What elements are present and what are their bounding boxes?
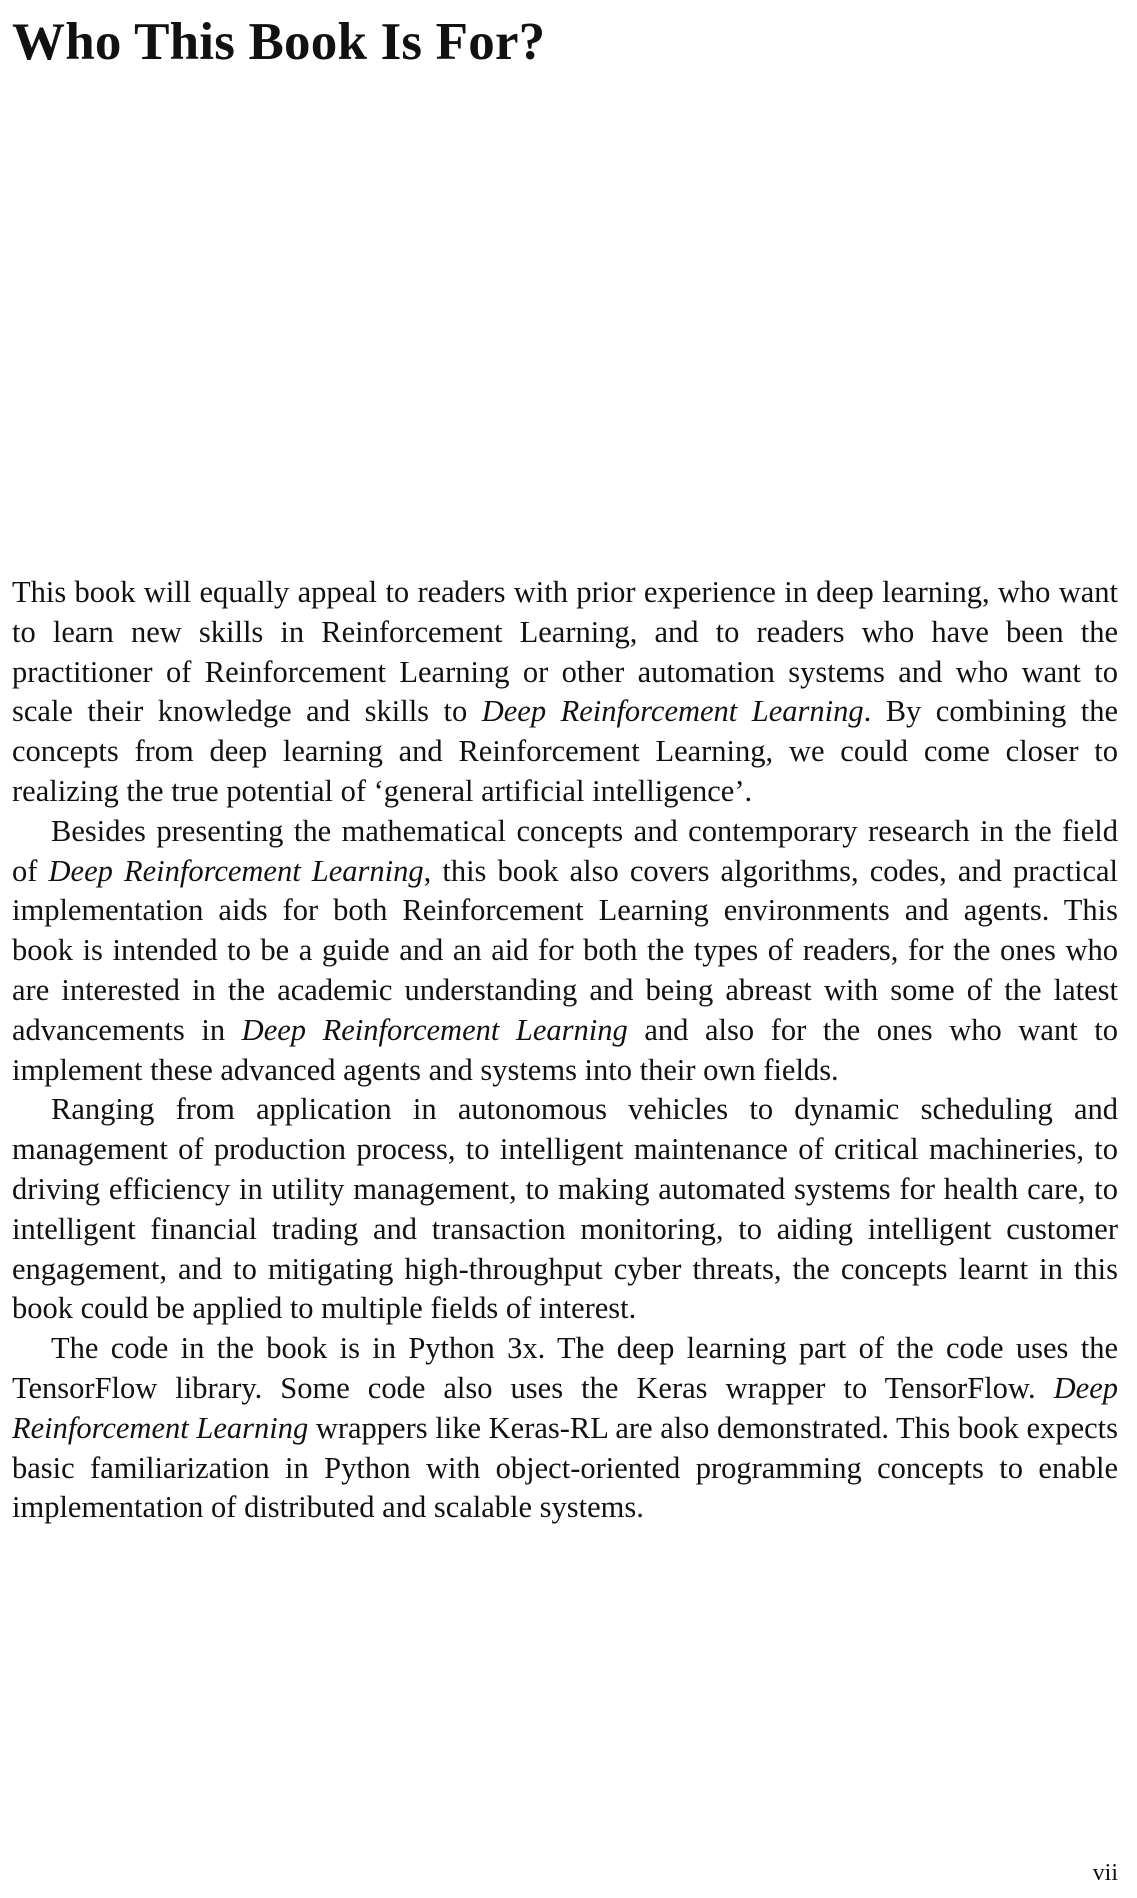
text-run: and also for the ones who want to implement these advanced agents and systems into their own fields. xyxy=(12,1012,1118,1087)
page-title: Who This Book Is For? xyxy=(12,13,546,71)
body-text xyxy=(12,573,1118,1528)
text-run: wrappers like Keras-RL are also demonstrated. This book expects basic familiarization in Python with object-oriented programming concepts to enable implementation of distributed and scalable systems. xyxy=(12,1410,1118,1525)
paragraph-1 xyxy=(12,573,1118,812)
italic-run: Deep Reinforcement Learning xyxy=(48,853,424,888)
text-run: Besides presenting the mathematical concepts and contemporary research in the field of xyxy=(12,813,1118,888)
page-number: vii xyxy=(1092,1860,1118,1886)
text-run: . By combining the concepts from deep learning and Reinforcement Learning, we could come closer to realizing the true potential of ‘general artificial intelligence’. xyxy=(12,694,1118,808)
italic-run: Deep Reinforcement Learning xyxy=(12,1370,1118,1445)
text-run: Ranging from application in autonomous vehicles to dynamic scheduling and management of production process, to intelligent maintenance of critical machineries, to driving efficiency in utility management, to making automated systems for health care, to intelligent financial trading and transaction monitoring, to aiding intelligent customer engagement, and to mitigating high-throughput cyber threats, the concepts learnt in this book could be applied to multiple fields of interest. xyxy=(12,1092,1118,1326)
paragraph-3 xyxy=(12,1090,1118,1329)
italic-run: Deep Reinforcement Learning xyxy=(481,694,864,729)
text-run: The code in the book is in Python 3x. The deep learning part of the code uses the TensorFlow library. Some code also uses the Keras wrapper to TensorFlow. xyxy=(12,1331,1118,1405)
text-run: This book will equally appeal to readers with prior experience in deep learning, who want to learn new skills in Reinforcement Learning, and to readers who have been the practitioner of Reinforcement Learning or other automation systems and who want to scale their knowledge and skills to xyxy=(12,575,1118,729)
paragraph-4 xyxy=(12,1329,1118,1528)
paragraph-2 xyxy=(12,812,1118,1091)
text-run: , this book also covers algorithms, codes, and practical implementation aids for both Reinforcement Learning environments and agents. This book is intended to be a guide and an aid for both the types of readers, for the ones who are interested in the academic understanding and being abreast with some of the latest advancements in xyxy=(12,853,1118,1047)
italic-run: Deep Reinforcement Learning xyxy=(241,1012,628,1047)
